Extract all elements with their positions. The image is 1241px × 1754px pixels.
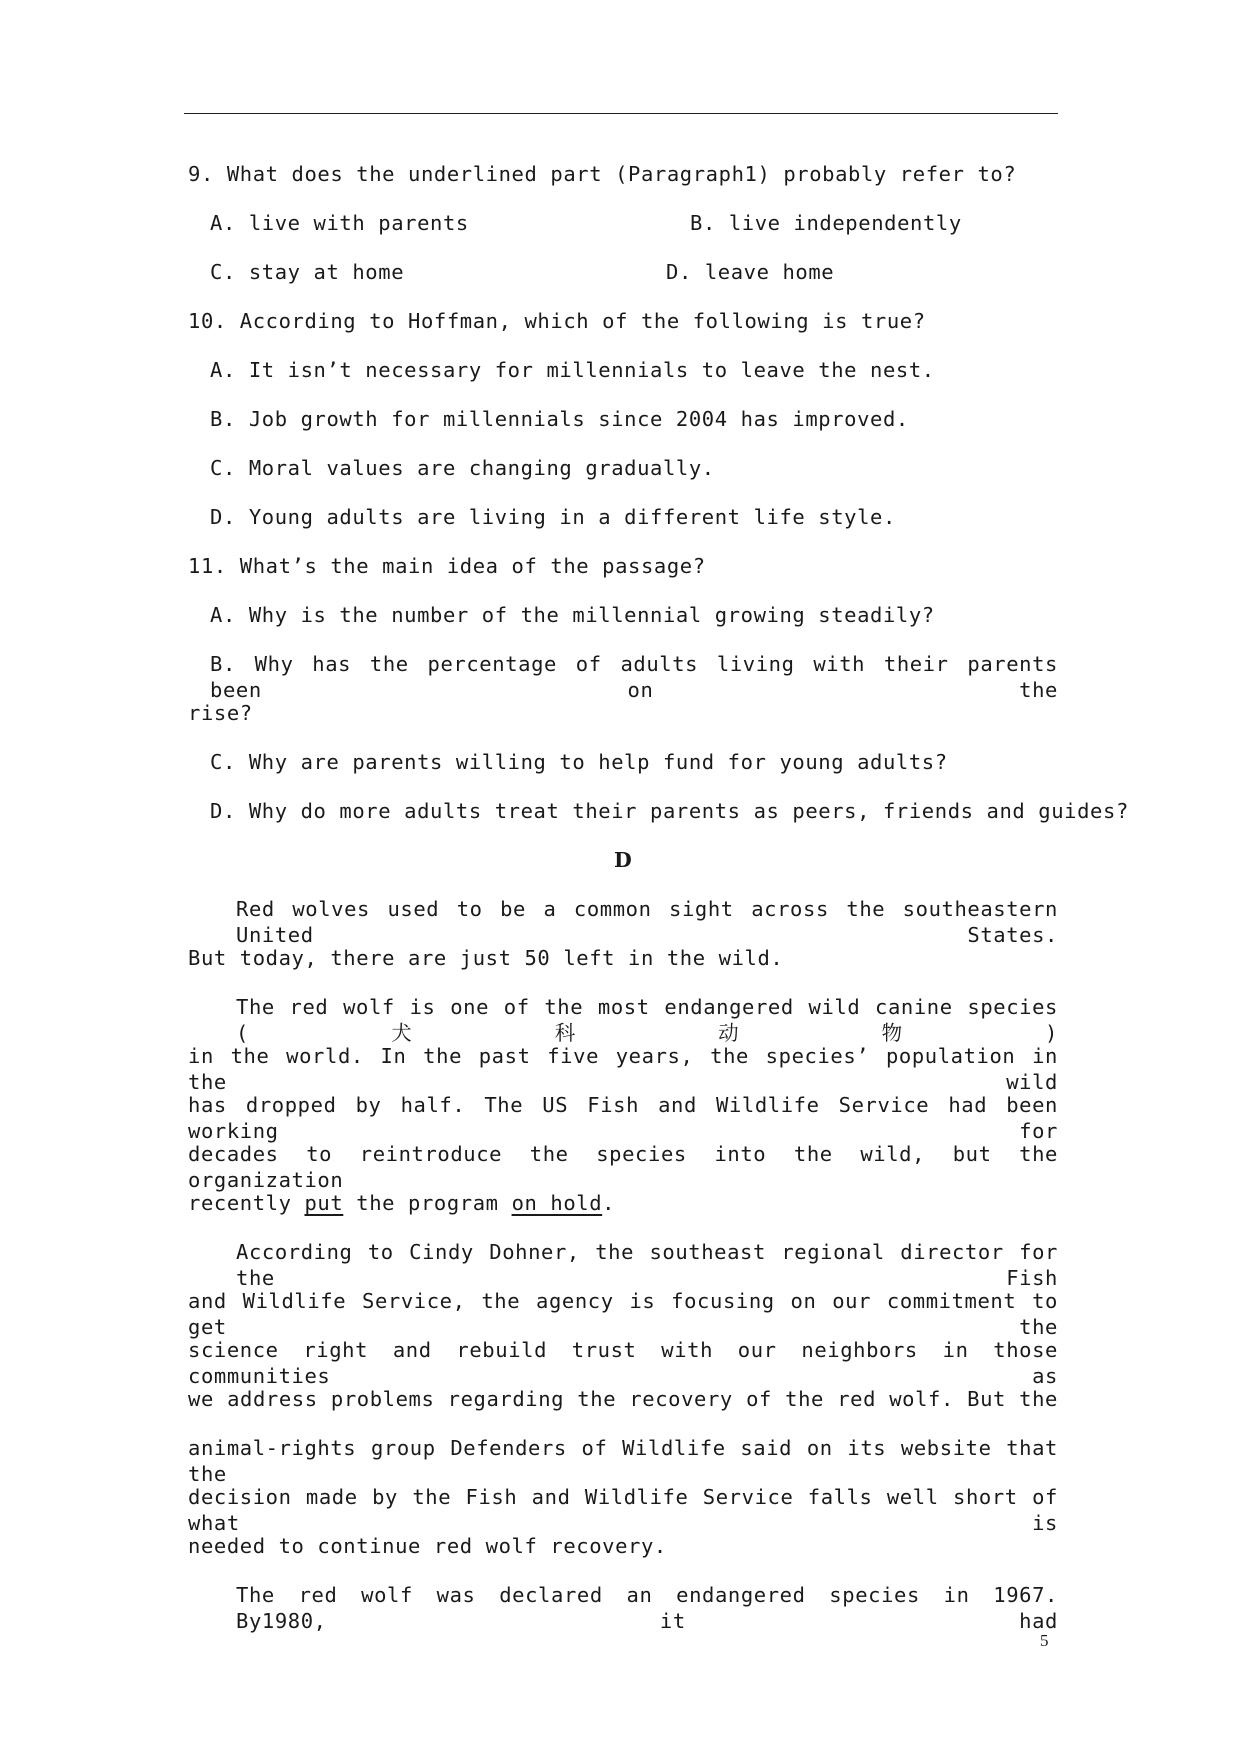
question-11-option-b: B. Why has the percentage of adults living with their parents been on the [210, 652, 1058, 702]
question-10-option-a: A. It isn’t necessary for millennials to leave the nest. [210, 358, 935, 382]
question-9-option-b: B. live independently [690, 211, 962, 235]
question-9-stem: 9. What does the underlined part (Paragraph1) probably refer to? [188, 162, 1017, 186]
question-11-option-a: A. Why is the number of the millennial growing steadily? [210, 603, 935, 627]
passage-p3-line-2: and Wildlife Service, the agency is focusing on our commitment to get the [188, 1289, 1058, 1339]
passage-p3-line-4: we address problems regarding the recovery of the red wolf. But the [188, 1387, 1058, 1411]
question-10-stem: 10. According to Hoffman, which of the following is true? [188, 309, 926, 333]
question-11-option-c: C. Why are parents willing to help fund for young adults? [210, 750, 948, 774]
passage-text: recently [188, 1191, 305, 1215]
passage-p2-line-2: in the world. In the past five years, the species’ population in the wild [188, 1044, 1058, 1094]
passage-p3-line-3: science right and rebuild trust with our neighbors in those communities as [188, 1338, 1058, 1388]
question-11-option-b-continued: rise? [188, 701, 253, 725]
passage-p2-line-1: The red wolf is one of the most endangered wild canine species (犬科动物) [236, 995, 1058, 1045]
underlined-word-put: put [304, 1191, 344, 1215]
question-11-option-d: D. Why do more adults treat their parents as peers, friends and guides? [210, 799, 1129, 823]
question-9-option-a: A. live with parents [210, 211, 469, 235]
section-heading: D [614, 848, 633, 872]
passage-p1-line-2: But today, there are just 50 left in the wild. [188, 946, 784, 970]
passage-p3-line-5: animal-rights group Defenders of Wildlife said on its website that the [188, 1436, 1058, 1486]
passage-text: . [602, 1191, 616, 1215]
question-10-option-d: D. Young adults are living in a different life style. [210, 505, 896, 529]
passage-p2-line-3: has dropped by half. The US Fish and Wildlife Service had been working for [188, 1093, 1058, 1143]
header-rule [184, 113, 1058, 114]
question-9-option-c: C. stay at home [210, 260, 405, 284]
passage-p1-line-1: Red wolves used to be a common sight across the southeastern United States. [236, 897, 1058, 947]
question-11-stem: 11. What’s the main idea of the passage? [188, 554, 706, 578]
question-10-option-c: C. Moral values are changing gradually. [210, 456, 715, 480]
underlined-phrase-on-hold: on hold [511, 1191, 603, 1215]
passage-p4-line-1: The red wolf was declared an endangered species in 1967. By1980, it had [236, 1583, 1058, 1633]
passage-text: the program [343, 1191, 512, 1215]
passage-p2-line-5 [188, 1190, 615, 1216]
passage-p2-line-4: decades to reintroduce the species into the wild, but the organization [188, 1142, 1058, 1192]
page-number: 5 [1040, 1631, 1049, 1650]
passage-p3-line-7: needed to continue red wolf recovery. [188, 1534, 667, 1558]
passage-p3-line-6: decision made by the Fish and Wildlife Service falls well short of what is [188, 1485, 1058, 1535]
passage-p3-line-1: According to Cindy Dohner, the southeast regional director for the Fish [236, 1240, 1058, 1290]
question-9-option-d: D. leave home [666, 260, 835, 284]
question-10-option-b: B. Job growth for millennials since 2004 has improved. [210, 407, 909, 431]
